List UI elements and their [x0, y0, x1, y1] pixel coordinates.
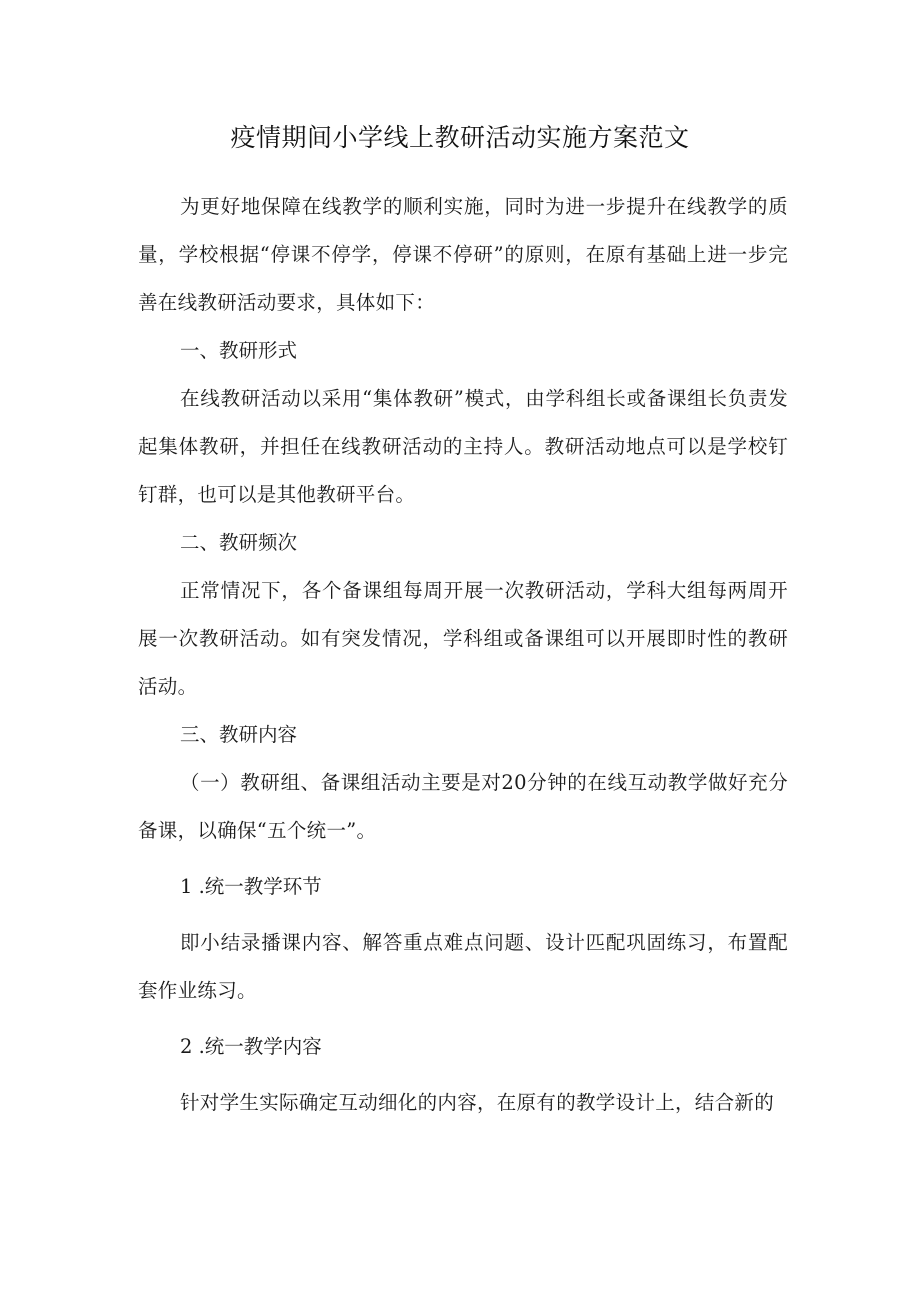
section-heading-frequency: 二、教研频次	[180, 531, 298, 554]
document-title: 疫情期间小学线上教研活动实施方案范文	[230, 123, 690, 152]
item-one-body: 即小结录播课内容、解答重点难点问题、设计匹配巩固练习，布置配套作业练习。	[138, 931, 788, 1002]
section-body-frequency: 正常情况下，各个备课组每周开展一次教研活动，学科大组每两周开展一次教研活动。如有突发情况，学科组或备课组可以开展即时性的教研活动。	[138, 579, 788, 698]
item-two-title: 2 .统一教学内容	[180, 1035, 322, 1058]
section-heading-form: 一、教研形式	[180, 339, 298, 362]
section-heading-content: 三、教研内容	[180, 723, 298, 746]
section-body-form: 在线教研活动以采用“集体教研”模式，由学科组长或备课组长负责发起集体教研，并担任在线教研活动的主持人。教研活动地点可以是学校钉钉群，也可以是其他教研平台。	[138, 387, 788, 506]
item-one-title: 1 .统一教学环节	[180, 875, 322, 898]
intro-paragraph: 为更好地保障在线教学的顺利实施，同时为进一步提升在线教学的质量，学校根据“停课不停学，停课不停研”的原则，在原有基础上进一步完善在线教研活动要求，具体如下：	[138, 195, 788, 314]
document-body	[138, 183, 788, 1127]
section-part-one: （一）教研组、备课组活动主要是对20分钟的在线互动教学做好充分备课，以确保“五个统一”。	[138, 771, 788, 842]
item-two-body: 针对学生实际确定互动细化的内容，在原有的教学设计上，结合新的	[180, 1091, 775, 1114]
